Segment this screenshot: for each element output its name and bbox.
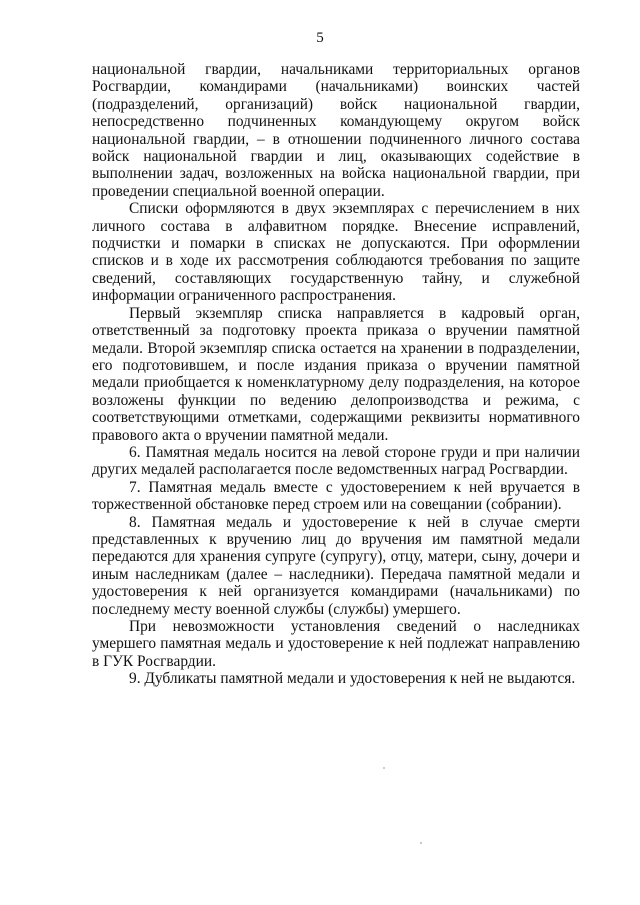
paragraph-item-8: 8. Памятная медаль и удостоверение к ней в случае смерти представленных к вручению лиц до вручения им памятной медали передаются для хранения супруге (супругу), отцу, матери, сыну, дочери и иным наследникам (далее – наследники). Передача памятной медали и удостоверения к ней организуется командирами (начальниками) по последнему месту военной службы (службы) умершего.	[92, 513, 580, 618]
scan-speck	[383, 767, 385, 769]
paragraph-item-9: 9. Дубликаты памятной медали и удостоверения к ней не выдаются.	[129, 670, 576, 688]
paragraph-item-7: 7. Памятная медаль вместе с удостоверением к ней вручается в торжественной обстановке перед строем или на совещании (собрании).	[92, 478, 580, 514]
paragraph-heirs-unknown: При невозможности установления сведений о наследниках умершего памятная медаль и удостоверение к ней подлежат направлению в ГУК Росгвардии.	[92, 618, 580, 670]
document-body	[92, 61, 580, 688]
page-number: 5	[316, 30, 324, 46]
paragraph-list-copies: Первый экземпляр списка направляется в кадровый орган, ответственный за подготовку проекта приказа о вручении памятной медали. Второй экземпляр списка остается на хранении в подразделении, его подготовившем, и после издания приказа о вручении памятной медали приобщается к номенклатурному делу подразделения, на которое возложены функции по ведению делопроизводства и режима, с соответствующими отметками, содержащими реквизиты нормативного правового акта о вручении памятной медали.	[92, 304, 580, 444]
paragraph-continuation: национальной гвардии, начальниками территориальных органов Росгвардии, командирами (начальниками) воинских частей (подразделений, организаций) войск национальной гвардии, непосредственно подчиненных командующему округом войск национальной гвардии, – в отношении подчиненного личного состава войск национальной гвардии и лиц, оказывающих содействие в выполнении задач, возложенных на войска национальной гвардии, при проведении специальной военной операции.	[92, 61, 580, 200]
paragraph-item-6: 6. Памятная медаль носится на левой стороне груди и при наличии других медалей располагается после ведомственных наград Росгвардии.	[92, 443, 580, 479]
paragraph-lists-preparation: Списки оформляются в двух экземплярах с перечислением в них личного состава в алфавитном порядке. Внесение исправлений, подчистки и помарки в списках не допускаются. При оформлении списков и в ходе их рассмотрения соблюдаются требования по защите сведений, составляющих государственную тайну, и служебной информации ограниченного распространения.	[92, 200, 580, 305]
scan-speck	[420, 842, 422, 844]
